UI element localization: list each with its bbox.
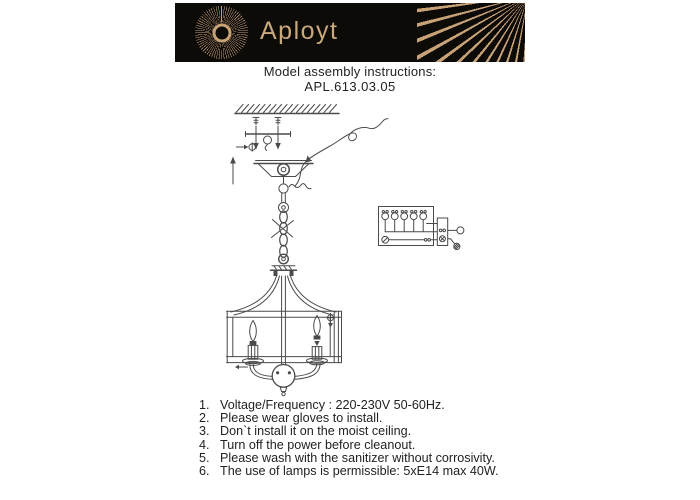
insert-arrow-icon xyxy=(314,341,319,346)
item-number: 2. xyxy=(199,411,210,426)
power-wire xyxy=(296,119,389,186)
bottom-ball-finial xyxy=(250,364,320,396)
wire-coil xyxy=(289,184,311,189)
item-number: 5. xyxy=(199,450,210,465)
brand-name: Aployt xyxy=(260,17,339,45)
ceiling-hatch xyxy=(235,105,339,114)
candle-right xyxy=(307,316,328,365)
hanging-chain xyxy=(280,211,288,257)
terminal-block xyxy=(379,207,464,250)
list-item xyxy=(199,425,499,438)
page-title: Model assembly instructions: xyxy=(263,64,437,79)
wire-loop xyxy=(448,227,464,234)
chandelier-frame xyxy=(227,254,342,365)
candle-left xyxy=(235,321,264,370)
canopy xyxy=(254,161,313,213)
item-text: The use of lamps is permissible: 5xE14 max 40W. xyxy=(220,464,499,479)
item-number: 4. xyxy=(199,437,210,452)
screw-direction-icon xyxy=(237,143,256,151)
terminal-screws xyxy=(382,210,427,219)
item-number: 1. xyxy=(199,398,210,412)
item-number: 3. xyxy=(199,424,210,439)
item-text: Please wear gloves to install. xyxy=(220,411,383,426)
lift-arrow-icon xyxy=(230,157,236,185)
list-item xyxy=(199,465,499,478)
model-number: APL.613.03.05 xyxy=(304,79,396,94)
connector xyxy=(437,218,447,246)
candle-bulb xyxy=(250,321,257,342)
candle-bulb xyxy=(314,316,321,337)
instruction-list xyxy=(199,399,499,478)
list-item xyxy=(199,439,499,452)
item-text: Turn off the power before cleanout. xyxy=(220,437,416,452)
item-text: Voltage/Frequency : 220-230V 50-60Hz. xyxy=(220,398,445,412)
item-text: Please wash with the sanitizer without corrosivity. xyxy=(220,450,495,465)
earth-contact xyxy=(448,239,460,250)
item-number: 6. xyxy=(199,464,210,479)
item-text: Don`t install it on the moist ceiling. xyxy=(220,424,412,439)
bulb-install-icon xyxy=(327,314,334,328)
